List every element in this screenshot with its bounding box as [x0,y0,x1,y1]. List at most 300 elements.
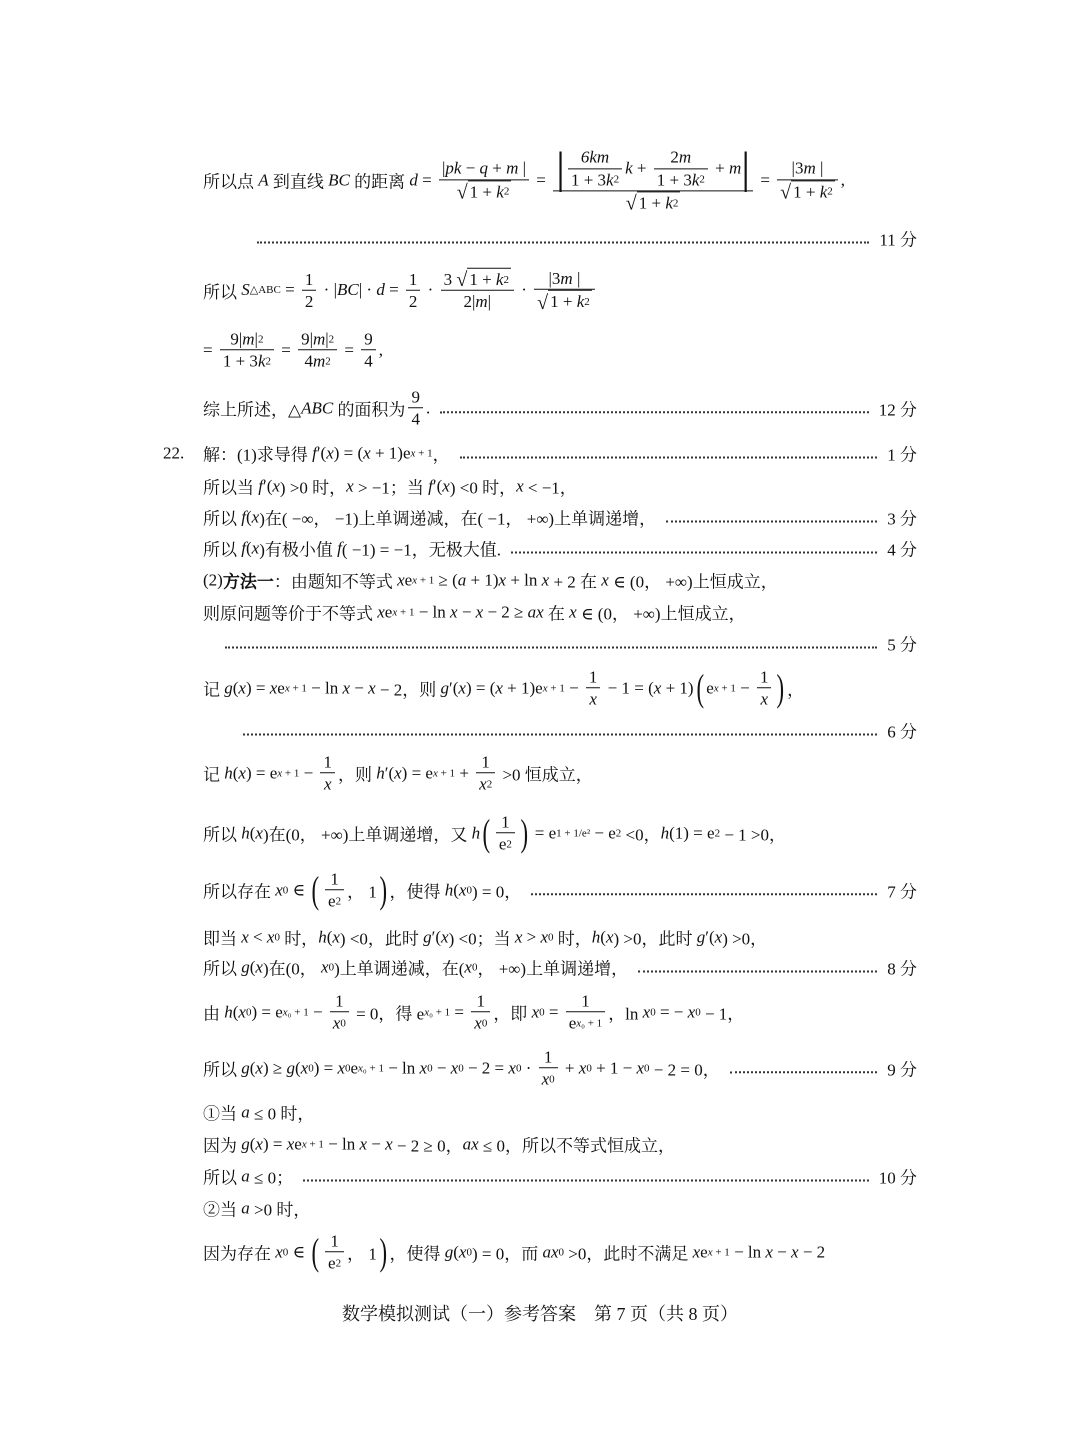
text: x [474,1013,482,1033]
text: 0 [427,1062,433,1074]
text: x [363,443,371,462]
text: 9 [411,387,420,407]
text: − [564,678,583,697]
text: x [714,927,723,946]
math-group [501,811,510,832]
line-content: 因为 g ( x ) = x e x + 1 − ln x − x − 2 ≥ 0， ax ≤ 0，所以不等式恒成立， [203,1132,675,1157]
line-content: 记 h ( x ) = e x + 1 − $\frac{1}{x}$ ，则 h ′( x ) = e x + 1 + 1 x 2 >0 恒成立， [203,752,593,794]
text: ) = e [251,1002,283,1021]
line-content [203,536,501,561]
text: − [457,602,476,621]
math-group [411,386,420,407]
solution-line [203,955,917,980]
text: + 1)e [502,678,543,697]
math-group [639,192,679,213]
dot-leader [257,241,869,243]
math-variable [241,1166,250,1186]
math-variable [337,280,359,300]
math-variable [665,192,673,213]
text: k [495,269,504,289]
text: 1 [581,991,590,1011]
denominator [302,291,317,312]
math-variable [496,269,504,290]
text: x [321,957,329,976]
math-variable [368,678,376,698]
text: )有极小值 [259,540,338,560]
text: (1) = e [669,823,715,842]
text: ax [542,1242,559,1261]
text: d [376,280,385,299]
text: ) = [262,1134,287,1153]
math-variable [337,1058,345,1078]
text: x [765,1242,773,1261]
text: 1 [588,667,598,687]
text: 到直线 [268,172,329,192]
text: = [417,170,436,189]
math-group [542,1069,555,1090]
line-content [203,868,521,912]
text: f [241,507,246,526]
text: k [819,182,828,201]
text: 2 [325,355,331,368]
text: 0 [586,1062,592,1074]
text: − [461,158,480,178]
radicand [637,191,681,213]
parenthesized [309,868,389,912]
text: f [337,538,342,557]
parenthesized [694,666,788,710]
text: x [342,678,351,697]
line-content: 解：(1)求导得 f ′( x ) = ( x + 1)e x + 1 ， [203,441,450,466]
math-variable [569,602,577,622]
solution-line [203,143,846,215]
math-variable [601,570,609,590]
text: e [328,1253,336,1273]
text: x [282,1006,288,1018]
text: )在(0， [262,959,322,979]
text: < −1， [523,478,577,498]
text: ) <0，此时 [339,929,424,949]
dot-leader [243,733,877,735]
math-variable [625,158,633,179]
text: h [224,1002,233,1021]
text: 记 [203,765,225,785]
math-variable [241,823,250,843]
fraction [302,268,317,312]
text: x [358,1062,363,1074]
line-content [203,328,383,372]
text: k [625,158,633,178]
math-variable [238,763,246,783]
numerator [476,751,495,773]
math-group [760,666,769,687]
score-label: 7 分 [887,882,917,902]
text: m [728,158,742,178]
math-variable [376,280,385,300]
math-variable [385,1134,393,1154]
text: 0 [549,1073,555,1086]
math-variable [516,476,524,496]
text: m [560,268,573,288]
math-group [571,169,619,190]
text: f [428,476,433,495]
solution-line [203,925,767,950]
text: BC [337,280,359,299]
text: 2 [503,273,509,286]
text: a [241,1198,250,1217]
math-variable [376,763,385,783]
text: ax [462,1134,479,1153]
math-variable [332,927,340,947]
numerator [654,147,708,169]
text: 所以 [203,1168,242,1188]
math-group [305,291,314,312]
text: + ln [506,570,542,589]
text: = [276,340,296,359]
text: = 0，得 e [351,1004,425,1024]
text: x [432,767,438,779]
score-label: 6 分 [887,722,917,742]
text: | · [358,280,377,299]
math-variable [577,291,585,312]
text: g [696,927,706,946]
text: ≥ ( [434,570,458,589]
text: 2 [699,173,705,186]
text: 时， [279,929,319,949]
text: · [521,1058,536,1077]
square-root [626,191,681,213]
text: x [332,927,340,946]
text: 2 [503,185,510,198]
text: ， 1 [347,882,377,902]
text: 1 + [469,269,496,289]
text: 0 [539,1006,545,1018]
radicand [548,290,592,312]
math-group [479,774,492,795]
math-variable [445,1242,454,1262]
math-variable [301,398,333,418]
text: x [337,1058,345,1077]
math-group [477,990,486,1011]
denominator [534,290,595,312]
math-group [792,158,824,179]
solution-line [233,718,917,743]
solution-line [247,226,917,251]
text: a [241,1166,250,1185]
text: x [692,1242,701,1261]
text: a [457,570,467,589]
text: x [541,1069,550,1089]
numerator [325,1230,344,1252]
text: , [378,340,384,359]
text: 所以当 [203,478,259,498]
text: 所以 [203,1060,242,1080]
denominator [568,169,622,190]
text: x [458,678,466,697]
square-root [456,268,511,290]
numerator [439,158,529,180]
math-variable [342,678,350,698]
math-group [304,351,330,372]
text: x [410,447,416,459]
math-group [565,147,741,191]
left-paren: ( [482,812,491,854]
text: − 2 ≥ 0， [392,1136,463,1156]
text: A [258,170,269,189]
math-variable [760,689,768,710]
text: 1 [408,269,418,289]
text: g [286,1058,295,1077]
text: + 1)e [370,443,411,462]
denominator [320,774,335,795]
text: ( −1) = −1，无极大值. [341,540,501,560]
text: | [518,158,527,178]
line-content [203,143,846,215]
text: x [791,1242,799,1261]
math-variable [458,678,466,698]
dot-leader [531,893,877,895]
text: 1 [759,667,769,687]
dot-leader [440,411,869,413]
fraction [777,158,838,203]
math-variable [359,1134,367,1154]
solution-line [203,386,917,430]
solution-line [203,1196,310,1221]
math-variable [441,927,449,947]
text: 9| [301,329,313,349]
text: x [377,602,385,621]
numerator [361,328,376,350]
text: x [578,1058,587,1077]
text: x [576,1017,582,1030]
text: x [346,476,354,495]
text: x [605,927,614,946]
text: q [479,158,489,178]
right-paren: ) [777,667,785,709]
denominator [298,351,337,372]
text: 2 [506,838,512,851]
text: 0 [466,884,472,896]
fraction [471,990,490,1034]
text: 记 [203,680,225,700]
text: m [803,158,816,178]
math-variable [458,570,467,590]
text: e [294,1134,302,1153]
math-variable [252,538,260,558]
text: k [257,351,266,371]
fraction [553,143,753,215]
denominator [586,689,601,710]
fraction [654,147,708,191]
text: x [332,1013,341,1033]
math-variable [423,927,432,947]
dot-leader [303,1179,869,1181]
math-variable [542,1069,550,1090]
dot-leader [666,520,877,522]
fraction [361,328,376,372]
math-variable [287,1134,295,1154]
math-variable [693,1242,701,1262]
text: h [318,927,327,946]
numerator [553,143,753,193]
text: ， 1 [347,1244,377,1264]
text: x [286,1134,295,1153]
right-paren: ) [379,869,387,911]
text: ， +∞)上单调递增， [477,959,629,979]
math-group [444,268,511,290]
text: ∈ [288,880,310,899]
text: − [350,678,369,697]
math-variable [592,927,601,947]
math-variable [661,823,670,843]
math-variable [496,181,504,202]
math-variable [560,268,572,289]
text: 所以 [203,540,242,560]
text: f [258,476,263,495]
text: ，ln [608,1004,643,1024]
text: <0， [621,825,661,845]
denominator [220,351,274,372]
text: 所以点 [203,172,259,192]
math-variable [459,1242,467,1262]
text: < [248,927,267,946]
text: x [508,1058,516,1077]
line-content [203,955,628,980]
text: x [514,927,523,946]
text: 3 [443,269,457,289]
text: = [280,280,299,299]
radical-sign: √ [537,291,549,314]
text: 2 [304,291,314,311]
math-group [330,1230,339,1251]
text: )在( −∞， −1)上单调递减，在( −1， +∞)上单调递增， [259,509,657,529]
math-variable [255,1058,263,1078]
text: 1 + [550,292,577,311]
text: 2 [486,778,493,791]
math-variable [241,1102,250,1122]
math-variable [442,476,450,496]
solution-line [215,631,917,656]
text: 2 [613,173,620,186]
parenthesized [309,1230,389,1274]
text: 0 [458,1062,464,1074]
math-variable [445,880,454,900]
math-variable [506,158,518,179]
fraction [298,328,337,372]
text: ∈ (0， +∞)上恒成立， [576,604,746,624]
text: (2) [203,570,223,589]
text: 0 [515,1062,522,1074]
text: g [423,927,432,946]
text: · | [319,280,337,299]
math-variable [729,158,741,179]
line-content: 所以 g ( x ) ≥ g ( x 0 ) = x 0 e x ₀ + 1 − ln x 0 − x 0 − 2 = x 0 · 1 x 0 + x 0 + 1 − x 0 − 2 = 0， [203,1047,720,1089]
math-variable [697,927,706,947]
text: 1 [335,991,344,1011]
solution-line [203,1164,917,1189]
text: 0 [344,1062,351,1074]
text: 的距离 [349,172,410,192]
score-label: 11 分 [879,230,917,250]
math-variable [409,170,418,190]
text: ，即 [493,1004,532,1024]
parenthesized [480,811,530,855]
math-variable [286,1058,295,1078]
line-content [203,268,598,313]
solution-line [203,868,917,912]
text: 2 [408,291,418,311]
text: ′( [384,763,395,782]
text: 9| [230,329,243,349]
text: 2 [670,147,679,167]
math-variable [654,678,662,698]
math-variable [324,774,332,795]
numerator [539,1046,558,1068]
text: |3 [548,268,561,288]
text: + 1 − [591,1058,637,1077]
text: . [425,398,431,417]
denominator [325,891,344,912]
text: − 2 = 0， [649,1060,720,1080]
score-label: 9 分 [887,1060,917,1080]
math-group [499,834,512,855]
math-variable [791,1242,799,1262]
radical-sign: √ [780,181,792,204]
numerator [302,268,317,290]
text: x [238,1002,246,1021]
text: x [642,1002,651,1021]
fraction [757,666,772,710]
text: )上单调递减，在( [334,959,465,979]
math-group [581,147,609,168]
math-variable [803,158,815,179]
numerator [220,328,274,350]
text: 0 [466,1246,472,1258]
text: 0 [274,931,280,943]
math-variable [321,957,329,977]
math-variable [475,291,487,312]
text: 4 [304,351,313,371]
math-variable [241,1058,250,1078]
math-variable [581,147,609,168]
text: x [541,570,550,589]
abs-bar: | [741,143,751,193]
math-group [657,169,705,190]
math-variable [765,1242,773,1262]
numerator [496,811,515,833]
text: 在 [543,604,570,624]
fraction [441,268,514,313]
text: ′( [316,443,327,462]
dot-leader [730,1071,878,1073]
radical-sign: √ [625,192,637,215]
math-variable [313,351,325,372]
text: x [272,476,280,495]
text: x [255,957,263,976]
text: 综上所述，△ [203,400,302,420]
math-variable [267,927,275,947]
left-paren: ( [311,1231,320,1273]
math-variable [715,927,723,947]
text: − [367,1134,386,1153]
text: ( [245,538,252,557]
text: x [397,570,405,589]
math-variable [637,1058,645,1078]
text: ≤ 0； [249,1168,294,1188]
line-content [203,386,430,430]
line-content: 记 g ( x ) = x e x + 1 − ln x − x − 2，则 g ′( x ) = ( x + 1)e x + 1 − $\frac{1}{x}$ − 1 = ( x + 1) ( e x + 1 − $\frac{1}{x}$ ) ， [203,667,805,709]
text: h [471,823,481,842]
